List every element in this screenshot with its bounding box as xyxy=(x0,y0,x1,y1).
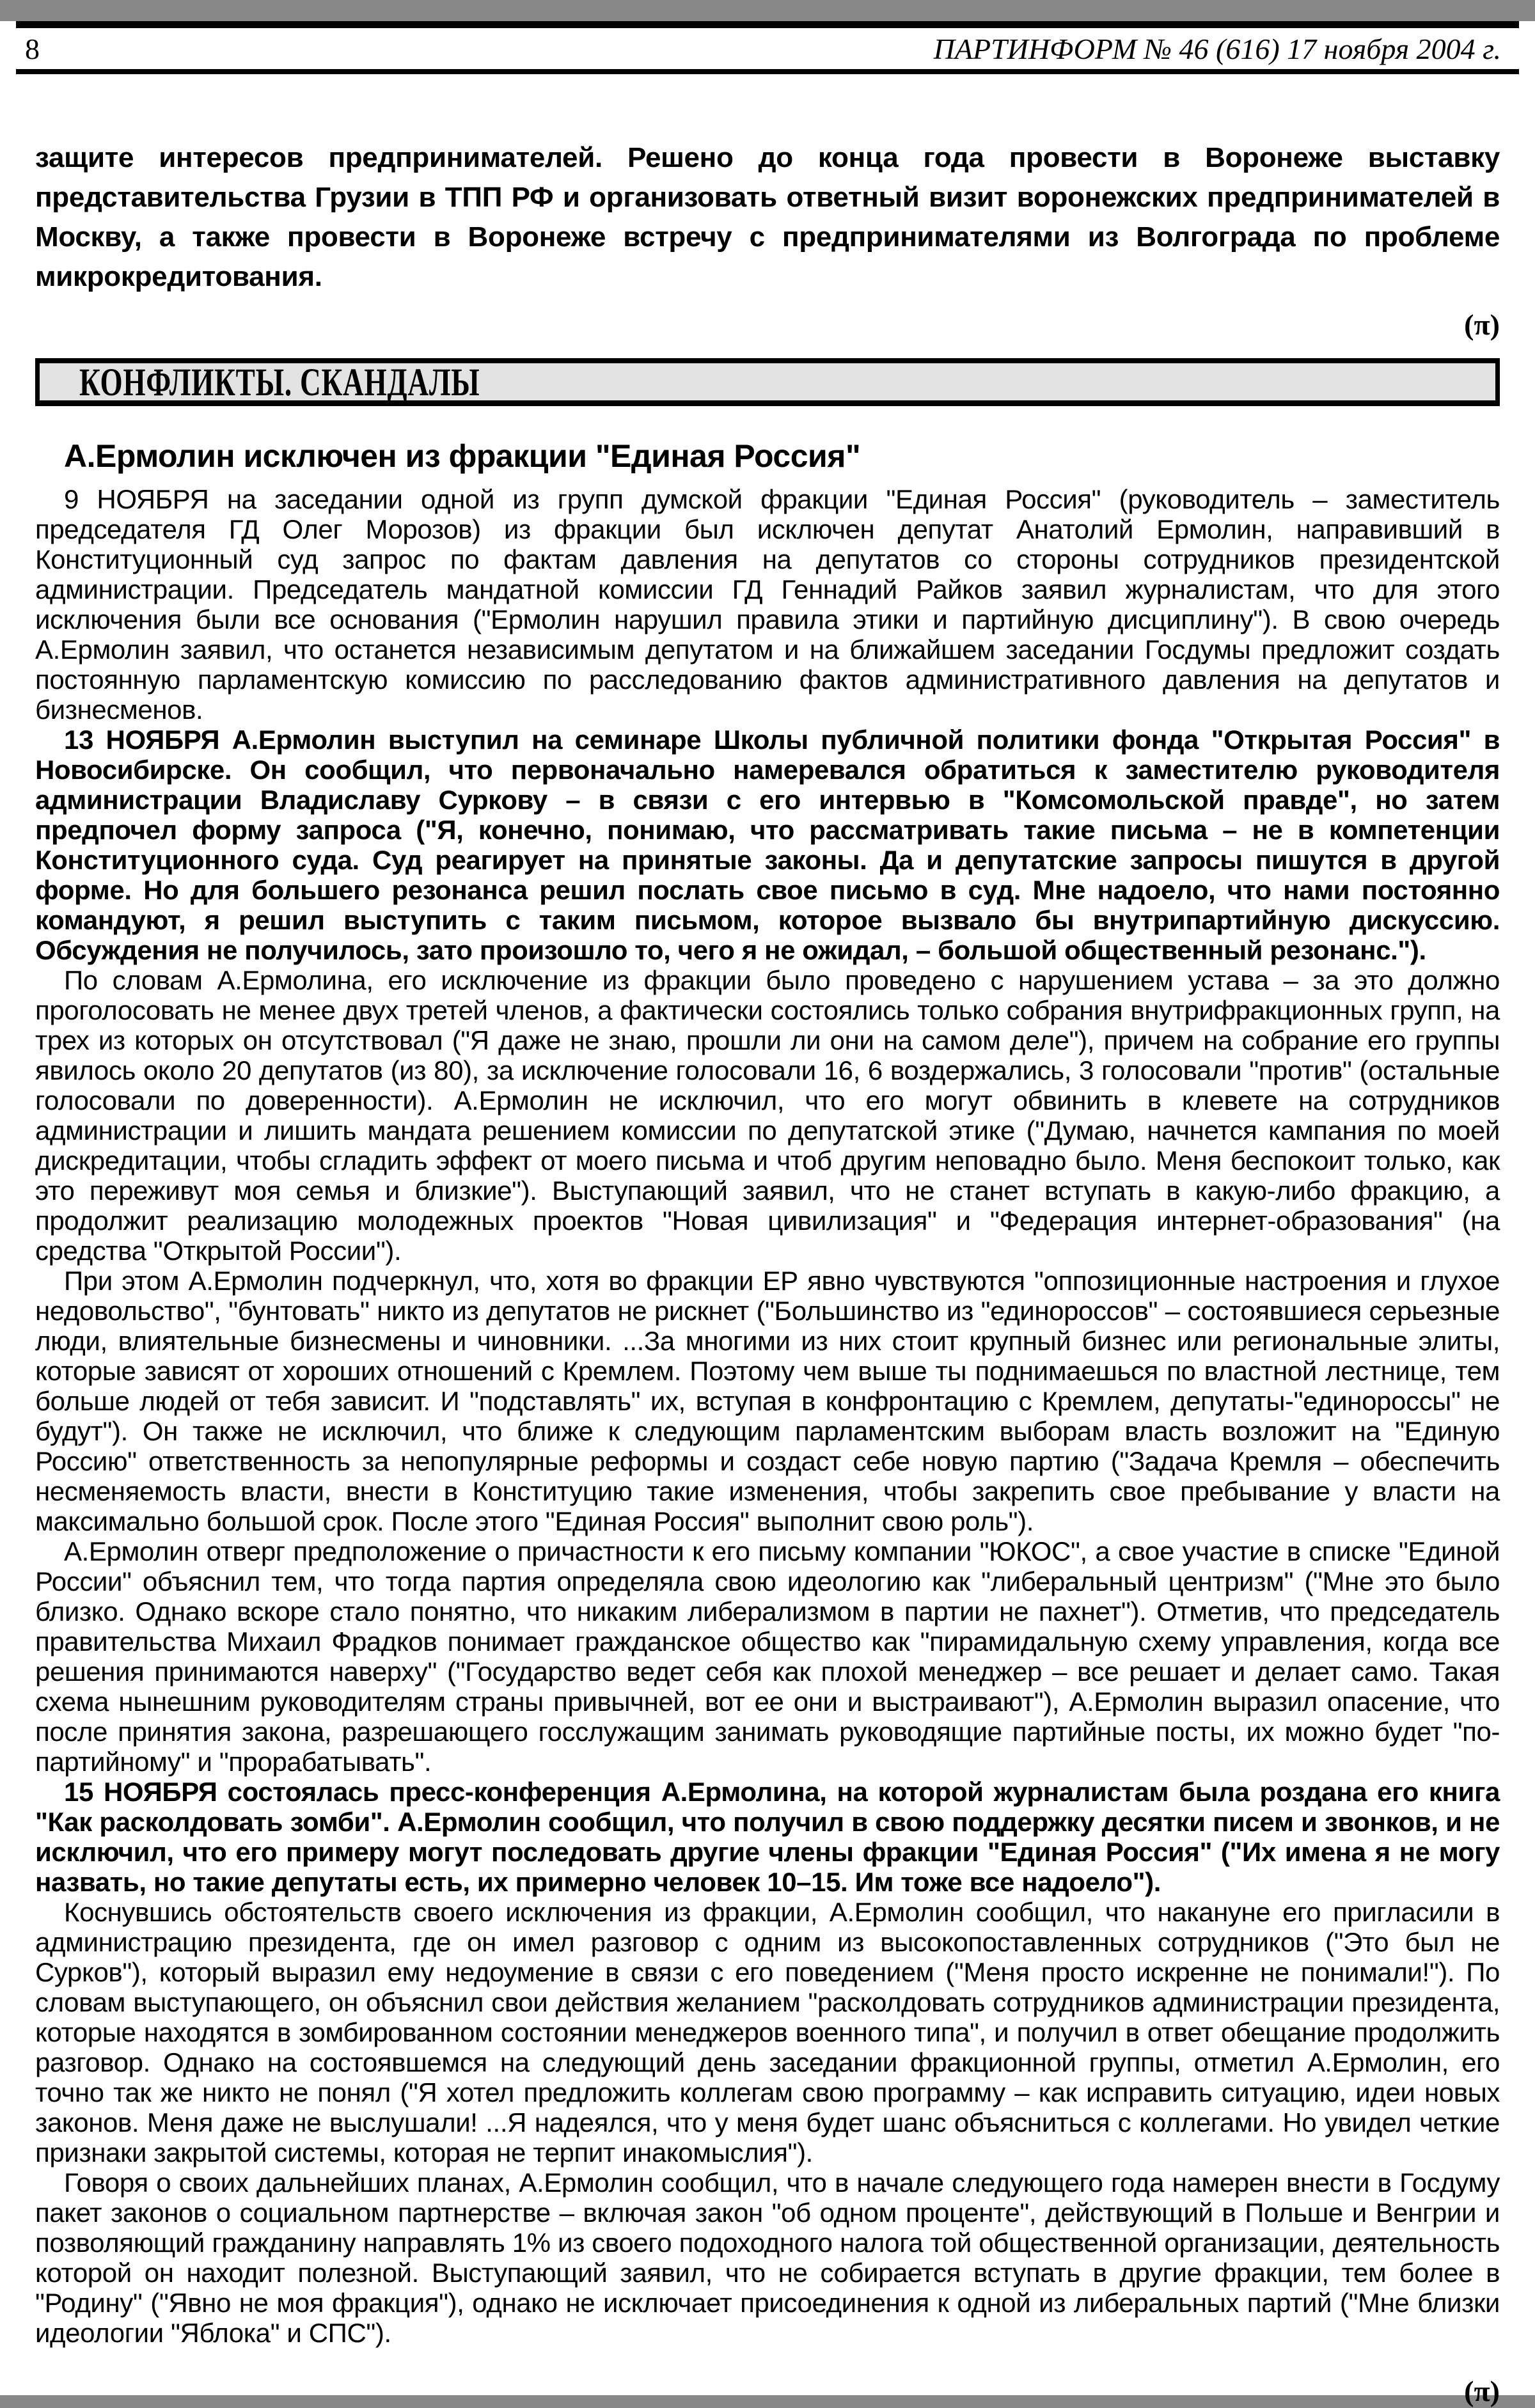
section-banner-title: КОНФЛИКТЫ. СКАНДАЛЫ xyxy=(79,359,480,404)
article-paragraph: Говоря о своих дальнейших планах, А.Ермолин сообщил, что в начале следующего года намерен внести в Госдуму пакет законов о социальном партнерстве – включая закон "об одном проценте", действующий в Польше и Венгрии и позволяющий гражданину направлять 1% из своего подоходного налога той общественной организации, деятельность которой он находит полезной. Выступающий заявил, что не собирается вступать в другие фракции, тем более в "Родину" ("Явно не моя фракция"), однако не исключает присоединения к одной из либеральных партий ("Мне близки идеологии "Яблока" и СПС"). xyxy=(35,2168,1500,2348)
article-paragraph: А.Ермолин отверг предположение о причастности к его письму компании "ЮКОС", а свое участие в списке "Единой России" объяснил тем, что тогда партия определяла свою идеологию как "либеральный центризм" ("Мне это было близко. Однако вскоре стало понятно, что никаким либерализмом в партии не пахнет"). Отметив, что председатель правительства Михаил Фрадков понимает гражданское общество как "пирамидальную схему управления, когда все решения принимаются наверху" ("Государство ведет себя как плохой менеджер – все решает и делает само. Такая схема нынешним руководителям страны привычней, вот ее они и выстраивают"), А.Ермолин выразил опасение, что после принятия закона, разрешающего госслужащим занимать руководящие партийные посты, их можно будет "по-партийному" и "прорабатывать". xyxy=(35,1536,1500,1777)
page-header xyxy=(16,21,1519,74)
article-paragraph: 13 НОЯБРЯ А.Ермолин выступил на семинаре Школы публичной политики фонда "Открытая Россия" в Новосибирске. Он сообщил, что первоначально намеревался обратиться к заместителю руководителя администрации Владиславу Суркову – в связи с его интервью в "Комсомольской правде", но затем предпочел форму запроса ("Я, конечно, понимаю, что рассматривать такие письма – не в компетенции Конституционного суда. Суд реагирует на принятые законы. Да и депутатские запросы пишутся в другой форме. Но для большего резонанса решил послать свое письмо в суд. Мне надоело, что нами постоянно командуют, я решил выступить с таким письмом, которое вызвало бы внутрипартийную дискуссию. Обсуждения не получилось, зато произошло то, чего я не ожидал, – большой общественный резонанс."). xyxy=(35,725,1500,965)
article-title: А.Ермолин исключен из фракции "Единая Россия" xyxy=(64,438,861,474)
lead-continuation-paragraph: защите интересов предпринимателей. Решено до конца года провести в Воронеже выставку представительства Грузии в ТПП РФ и организовать ответный визит воронежских предпринимателей в Москву, а также провести в Воронеже встречу с предпринимателями из Волгограда по проблеме микрокредитования. xyxy=(35,142,1500,292)
article-paragraph: 15 НОЯБРЯ состоялась пресс-конференция А.Ермолина, на которой журналистам была роздана его книга "Как расколдовать зомби". А.Ермолин сообщил, что получил в свою поддержку десятки писем и звонков, и не исключил, что его примеру могут последовать другие члены фракции "Единая Россия" ("Их имена я не могу назвать, но такие депутаты есть, их примерно человек 10–15. Им тоже все надоело"). xyxy=(35,1777,1500,1897)
section-banner xyxy=(35,358,1500,406)
page-content xyxy=(35,138,1500,2408)
lead-end-mark: (π) xyxy=(1464,308,1500,341)
article-paragraph: 9 НОЯБРЯ на заседании одной из групп думской фракции "Единая Россия" (руководитель – заместитель председателя ГД Олег Морозов) из фракции был исключен депутат Анатолий Ермолин, направивший в Конституционный суд запрос по фактам давления на депутатов со стороны сотрудников президентской администрации. Председатель мандатной комиссии ГД Геннадий Райков заявил журналистам, что для этого исключения были все основания ("Ермолин нарушил правила этики и партийную дисциплину"). В свою очередь А.Ермолин заявил, что останется независимым депутатом и на ближайшем заседании Госдумы предложит создать постоянную парламентскую комиссию по расследованию фактов административного давления на депутатов и бизнесменов. xyxy=(35,484,1500,725)
masthead-title: ПАРТИНФОРМ № 46 (616) 17 ноября 2004 г. xyxy=(933,32,1501,65)
article-paragraph: Коснувшись обстоятельств своего исключения из фракции, А.Ермолин сообщил, что накануне его пригласили в администрацию президента, где он имел разговор с одним из высокопоставленных сотрудников ("Это был не Сурков"), который выразил ему недоумение в связи с его поведением ("Меня просто искренне не понимали!"). По словам выступающего, он объяснил свои действия желанием "расколдовать сотрудников администрации президента, которые находятся в зомбированном состоянии менеджеров военного типа", и получил в ответ обещание продолжить разговор. Однако на состоявшемся на следующий день заседании фракционной группы, отметил А.Ермолин, его точно так же никто не понял ("Я хотел предложить коллегам свою программу – как исправить ситуацию, идеи новых законов. Меня даже не выслушали! ...Я надеялся, что у меня будет шанс объясниться с коллегами. Но увидел четкие признаки закрытой системы, которая не терпит инакомыслия"). xyxy=(35,1897,1500,2168)
article-end-mark: (π) xyxy=(1464,2375,1500,2407)
newsletter-page xyxy=(0,21,1535,2407)
article-paragraph: По словам А.Ермолина, его исключение из фракции было проведено с нарушением устава – за это должно проголосовать не менее двух третей членов, а фактически состоялись только собрания внутрифракционных групп, на трех из которых он отсутствовал ("Я даже не знаю, прошли ли они на самом деле"), причем на собрание его группы явилось около 20 депутатов (из 80), за исключение голосовали 16, 6 воздержались, 3 голосовали "против" (остальные голосовали по доверенности). А.Ермолин не исключил, что его могут обвинить в клевете на сотрудников администрации и лишить мандата решением комиссии по депутатской этике ("Думаю, начнется кампания по моей дискредитации, чтобы сгладить эффект от моего письма и чтоб другим неповадно было. Меня беспокоит только, как это переживут моя семья и близкие"). Выступающий заявил, что не станет вступать в какую-либо фракцию, а продолжит реализацию молодежных проектов "Новая цивилизация" и "Федерация интернет-образования" (на средства "Открытой России"). xyxy=(35,965,1500,1266)
page-number: 8 xyxy=(25,32,40,65)
article-paragraph: При этом А.Ермолин подчеркнул, что, хотя во фракции ЕР явно чувствуются "оппозиционные настроения и глухое недовольство", "бунтовать" никто из депутатов не рискнет ("Большинство из "единороссов" – состоявшиеся серьезные люди, влиятельные бизнесмены и чиновники. ...За многими из них стоит крупный бизнес или региональные элиты, которые зависят от хороших отношений с Кремлем. Поэтому чем выше ты поднимаешься по властной лестнице, тем больше людей от тебя зависит. И "подставлять" их, вступая в конфронтацию с Кремлем, депутаты-"единороссы" не будут"). Он также не исключил, что ближе к следующим парламентским выборам власть возложит на "Единую Россию" ответственность за непопулярные реформы и создаст себе новую партию ("Задача Кремля – обеспечить несменяемость власти, внести в Конституцию такие изменения, чтобы закрепить свое пребывание у власти на максимально большой срок. После этого "Единая Россия" выполнит свою роль"). xyxy=(35,1266,1500,1536)
